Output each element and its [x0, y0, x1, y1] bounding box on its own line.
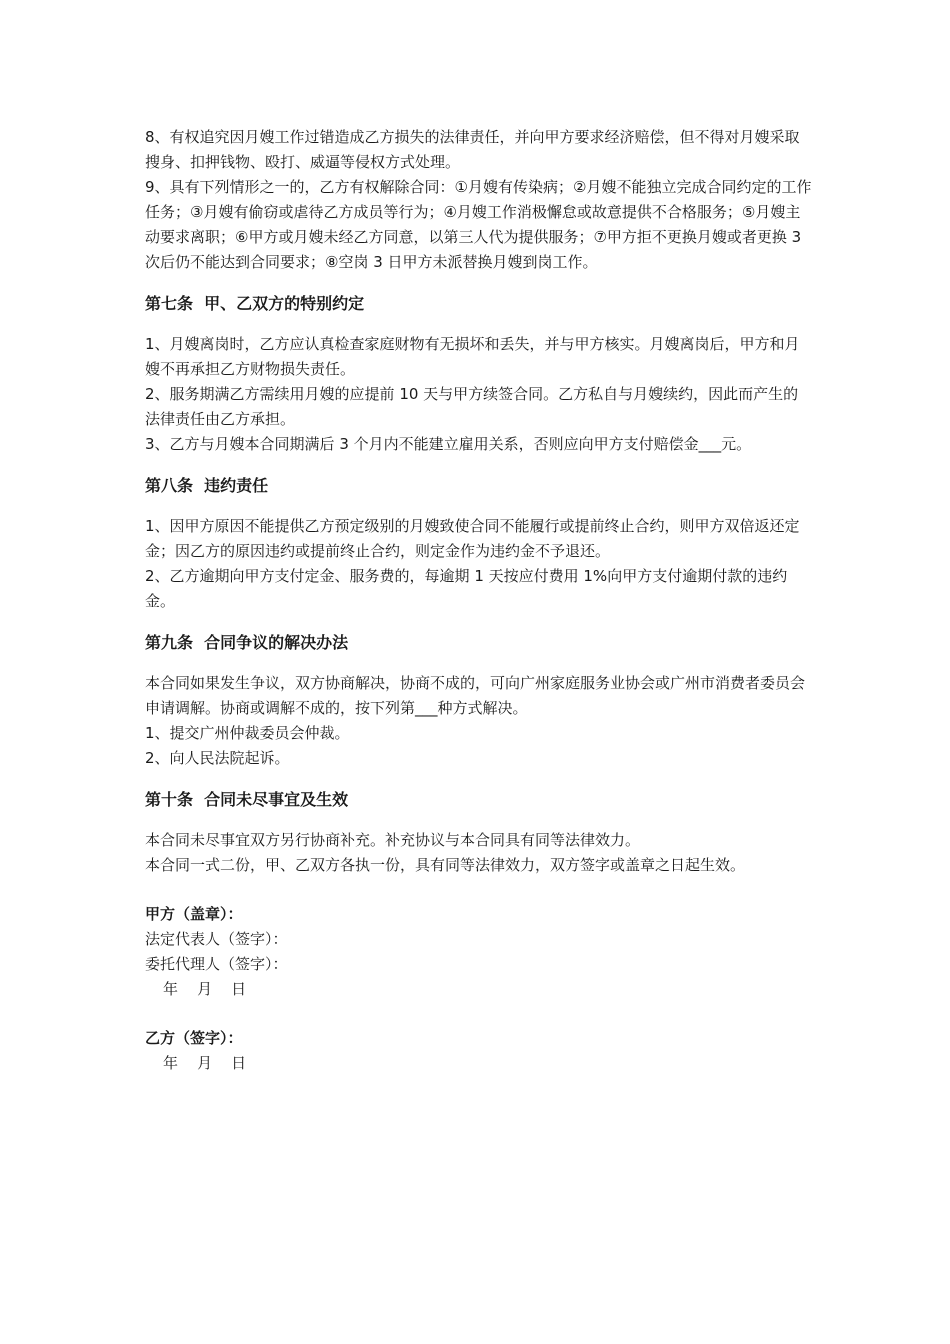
clause-item-9: 9、具有下列情形之一的，乙方有权解除合同：①月嫂有传染病；②月嫂不能独立完成合同约定的工作任务；③月嫂有偷窃或虐待乙方成员等行为；④月嫂工作消极懈怠或故意提供不合格服务；⑤月嫂主动要求离职；⑥甲方或月嫂未经乙方同意，以第三人代为提供服务；⑦甲方拒不更换月嫂或者更换 3 次后仍不能达到合同要求；⑧空岗 3 日甲方未派替换月嫂到岗工作。 [145, 178, 812, 271]
article-10-item-2: 本合同一式二份，甲、乙双方各执一份，具有同等法律效力，双方签字或盖章之日起生效。 [145, 856, 746, 874]
article-9-item-1: 1、提交广州仲裁委员会仲裁。 [145, 724, 350, 742]
article-7-item-1: 1、月嫂离岗时，乙方应认真检查家庭财物有无损坏和丢失，并与甲方核实。月嫂离岗后，甲方和月嫂不再承担乙方财物损失责任。 [145, 335, 800, 378]
article-7-item-2: 2、服务期满乙方需续用月嫂的应提前 10 天与甲方续签合同。乙方私自与月嫂续约，因此而产生的法律责任由乙方承担。 [145, 385, 799, 428]
article-8-heading: 第八条 违约责任 [145, 476, 269, 495]
article-8-item-2: 2、乙方逾期向甲方支付定金、服务费的，每逾期 1 天按应付费用 1%向甲方支付逾期付款的违约金。 [145, 567, 788, 610]
party-a-date: 年 月 日 [163, 980, 247, 998]
article-7-item-3: 3、乙方与月嫂本合同期满后 3 个月内不能建立雇用关系，否则应向甲方支付赔偿金___元。 [145, 435, 752, 453]
article-8-item-1: 1、因甲方原因不能提供乙方预定级别的月嫂致使合同不能履行或提前终止合约，则甲方双倍返还定金；因乙方的原因违约或提前终止合约，则定金作为违约金不予退还。 [145, 517, 800, 560]
legal-rep-signature: 法定代表人（签字）： [145, 930, 288, 948]
article-7-heading: 第七条 甲、乙双方的特别约定 [145, 294, 365, 313]
article-9-item-intro: 本合同如果发生争议，双方协商解决，协商不成的，可向广州家庭服务业协会或广州市消费者委员会申请调解。协商或调解不成的，按下列第___种方式解决。 [145, 674, 806, 717]
signature-block [145, 902, 813, 1076]
article-10-item-1: 本合同未尽事宜双方另行协商补充。补充协议与本合同具有同等法律效力。 [145, 831, 641, 849]
article-9-item-2: 2、向人民法院起诉。 [145, 749, 290, 767]
clause-item-8: 8、有权追究因月嫂工作过错造成乙方损失的法律责任，并向甲方要求经济赔偿，但不得对月嫂采取搜身、扣押钱物、殴打、威逼等侵权方式处理。 [145, 128, 800, 171]
party-b-label: 乙方（签字）： [145, 1029, 243, 1047]
party-b-date: 年 月 日 [163, 1054, 247, 1072]
agent-signature: 委托代理人（签字）： [145, 955, 288, 973]
contract-page [145, 125, 813, 1076]
article-10-heading: 第十条 合同未尽事宜及生效 [145, 790, 349, 809]
party-a-label: 甲方（盖章）： [145, 905, 243, 923]
article-9-heading: 第九条 合同争议的解决办法 [145, 633, 349, 652]
